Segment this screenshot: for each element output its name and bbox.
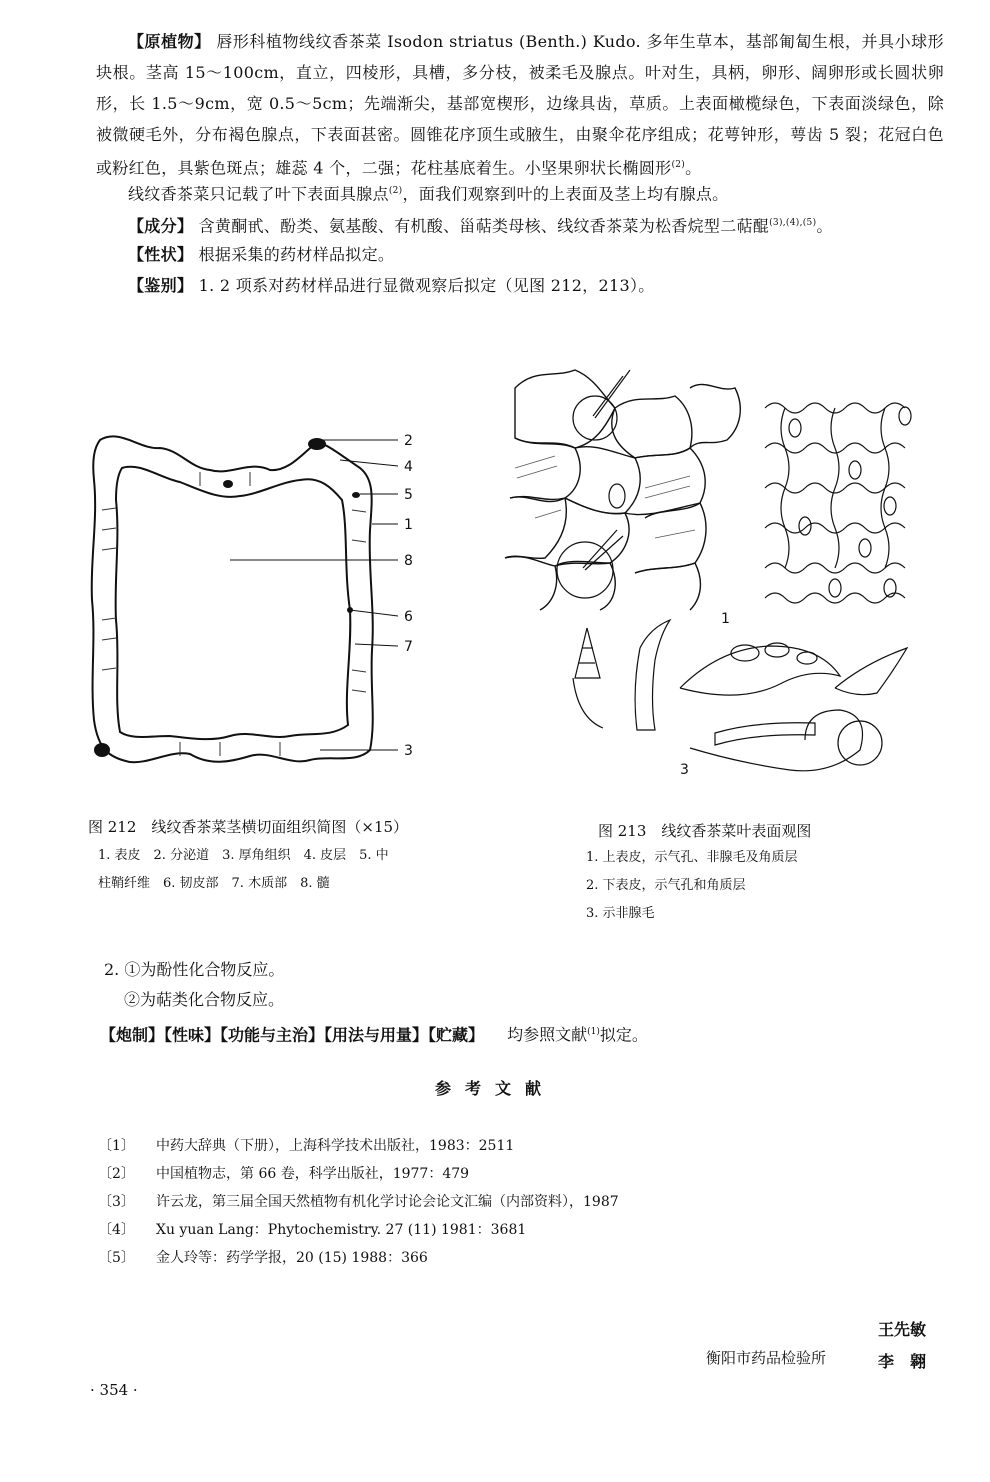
figure-213-legend-2: 2. 下表皮，示气孔和角质层 (586, 878, 746, 893)
figure-213-legend-3: 3. 示非腺毛 (586, 906, 655, 921)
reference-text: 中国植物志，第 66 卷，科学出版社，1977：479 (156, 1166, 470, 1182)
references-list (98, 1132, 918, 1272)
reference-number: 〔2〕 (98, 1166, 135, 1182)
figure-212-legend (98, 842, 498, 898)
fig212-label-5: 5 (404, 487, 413, 503)
note-text-2: ，面我们观察到叶的上表面及茎上均有腺点。 (402, 184, 729, 204)
identify-heading: 【鉴别】 (128, 276, 194, 295)
fig212-label-4: 4 (404, 459, 413, 475)
note-citation: (2) (388, 186, 403, 196)
fig213-label-1: 1 (721, 611, 730, 627)
character-heading: 【性状】 (128, 245, 194, 264)
figure-213-leaf-surface (495, 348, 940, 788)
figure-213-legend (586, 844, 926, 928)
fig212-label-7: 7 (404, 639, 413, 655)
reference-text: 金人玲等：药学学报，20 (15) 1988：366 (156, 1250, 428, 1266)
composition-text: 含黄酮甙、酚类、氨基酸、有机酸、甾萜类母核、线纹香茶菜为松香烷型二萜醌 (198, 216, 770, 236)
reference-number: 〔1〕 (98, 1138, 135, 1154)
figure-212-stem-cross-section (80, 420, 425, 790)
reference-text: 中药大辞典（下册），上海科学技术出版社，1983：2511 (156, 1138, 515, 1154)
origin-text: 唇形科植物线纹香茶菜 Isodon striatus (Benth.) Kudo. 多年生草本，基部匍匐生根，并具小球形块根。茎高 15～100cm，直立，四棱形，具槽，多分枝，被柔毛及腺点。叶对生，具柄，卵形、阔卵形或长圆状卵形，长 1.5～9cm，宽 0.5～5cm；先端渐尖，基部宽楔形，边缘具齿，草质。上表面橄榄绿色，下表面淡绿色，除被微硬毛外，分布褐色腺点，下表面甚密。圆锥花序顶生或腋生，由聚伞花序组成；花萼钟形，萼齿 5 裂；花冠白色或粉红色，具紫色斑点；雄蕊 4 个，二强；花柱基底着生。小坚果卵状长椭圆形 (96, 32, 944, 178)
origin-citation: (2) (671, 160, 686, 170)
fig212-label-8: 8 (404, 553, 413, 569)
character-paragraph (96, 239, 944, 270)
reference-text: Xu yuan Lang：Phytochemistry. 27 (11) 1981：3681 (156, 1222, 527, 1238)
fig213-label-3: 3 (680, 762, 689, 778)
fig212-label-6: 6 (404, 609, 413, 625)
origin-heading: 【原植物】 (128, 32, 211, 51)
figure-212-caption: 图 212 线纹香茶菜茎横切面组织简图（×15） (88, 818, 409, 836)
processing-text-2: 拟定。 (599, 1025, 648, 1045)
reference-item (98, 1160, 918, 1188)
author-1: 王先敏 (878, 1320, 927, 1339)
fig212-label-2: 2 (404, 433, 413, 449)
fig212-label-3: 3 (404, 743, 413, 759)
note-paragraph (96, 176, 944, 209)
processing-citation: (1) (587, 1027, 600, 1037)
reference-number: 〔4〕 (98, 1222, 135, 1238)
origin-paragraph: 【原植物】 唇形科植物线纹香茶菜 Isodon striatus (Benth.) Kudo. 多年生草本，基部匍匐生根，并具小球形块根。茎高 15～100cm，直立，四棱形，具槽，多分枝，被柔毛及腺点。叶对生，具柄，卵形、阔卵形或长圆状卵形，长 1.5～9cm，宽 0.5～5cm；先端渐尖，基部宽楔形，边缘具齿，草质。上表面橄榄绿色，下表面淡绿色，除被微硬毛外，分布褐色腺点，下表面甚密。圆锥花序顶生或腋生，由聚伞花序组成；花萼钟形，萼齿 5 裂；花冠白色或粉红色，具紫色斑点；雄蕊 4 个，二强；花柱基底着生。小坚果卵状长椭圆形$^{(2)}$。 (96, 32, 944, 178)
figure-212-legend-line-2: 柱鞘纤维 6. 韧皮部 7. 木质部 8. 髓 (98, 876, 330, 891)
institute-name: 衡阳市药品检验所 (706, 1349, 827, 1367)
page-number: · 354 · (90, 1381, 138, 1399)
reference-item (98, 1244, 918, 1272)
processing-headings: 【炮制】【性味】【功能与主治】【用法与用量】【贮藏】 (100, 1025, 485, 1045)
reference-item (98, 1188, 918, 1216)
author-2: 李 翱 (878, 1352, 927, 1371)
composition-paragraph: 【成分】 含黄酮甙、酚类、氨基酸、有机酸、甾萜类母核、线纹香茶菜为松香烷型二萜醌$^{(3),(4),(5)}$。 (128, 216, 833, 236)
test-line-2: ②为萜类化合物反应。 (124, 990, 285, 1009)
identify-text: 1. 2 项系对药材样品进行显微观察后拟定（见图 212，213）。 (198, 276, 655, 295)
processing-line (100, 1020, 648, 1047)
references-title: 参考文献 (434, 1079, 555, 1098)
processing-text: 均参照文献 (507, 1025, 588, 1045)
figure-213-caption: 图 213 线纹香茶菜叶表面观图 (598, 822, 812, 840)
figure-213-legend-1: 1. 上表皮，示气孔、非腺毛及角质层 (586, 850, 798, 865)
character-text: 根据采集的药材样品拟定。 (198, 245, 395, 264)
reference-number: 〔5〕 (98, 1250, 135, 1266)
figure-212-legend-line-1: 1. 表皮 2. 分泌道 3. 厚角组织 4. 皮层 5. 中 (98, 848, 389, 863)
reference-item (98, 1216, 918, 1244)
identify-paragraph (96, 270, 944, 301)
reference-number: 〔3〕 (98, 1194, 135, 1210)
composition-heading: 【成分】 (128, 216, 194, 236)
composition-citation: (3),(4),(5) (769, 218, 817, 228)
reference-text: 许云龙，第三届全国天然植物有机化学讨论会论文汇编（内部资料），1987 (156, 1194, 619, 1210)
reference-item (98, 1132, 918, 1160)
fig212-label-1: 1 (404, 517, 413, 533)
test-line-1: 2. ①为酚性化合物反应。 (104, 960, 285, 979)
note-text: 线纹香茶菜只记载了叶下表面具腺点 (128, 184, 389, 204)
